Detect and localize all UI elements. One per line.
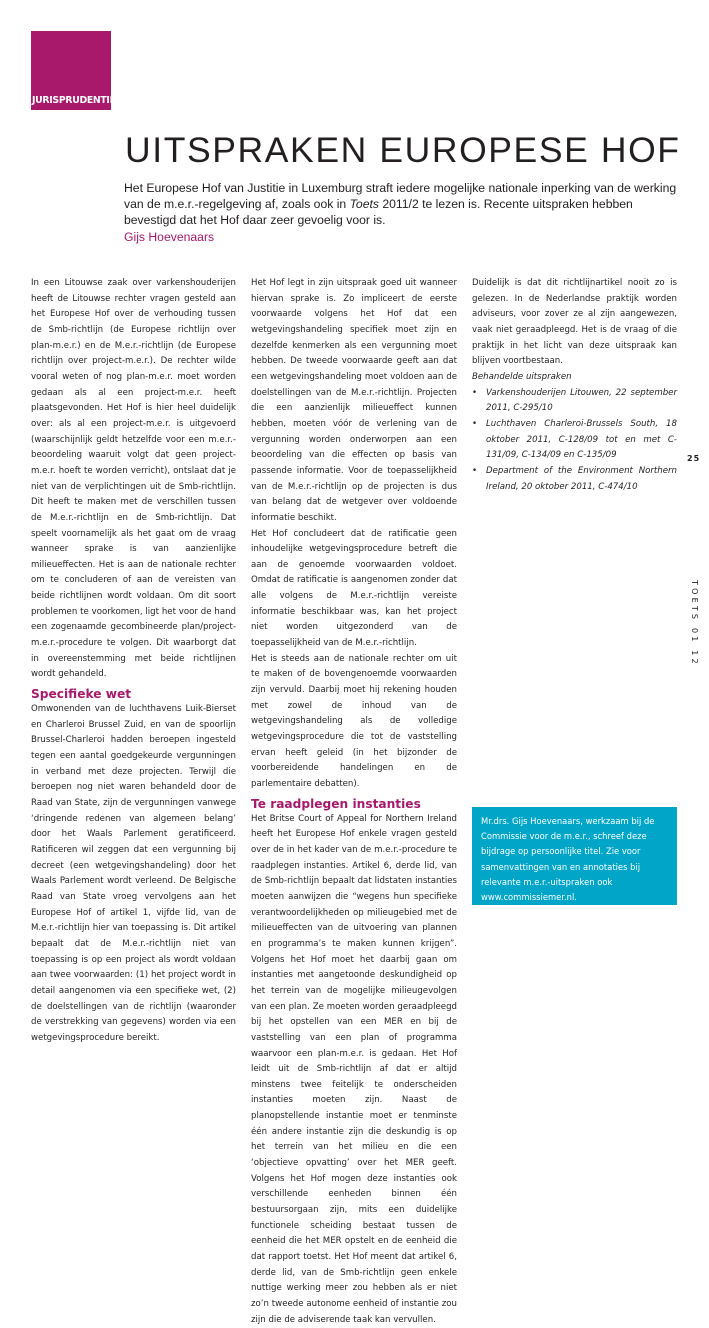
lead-text-before: Het Europese Hof van Justitie in Luxemburg straft iedere mogelijke nationale inperking van de werking van de m.e.r.-regelgeving af, zoals ook in bbox=[124, 181, 677, 211]
lead-emphasis: Toets bbox=[349, 197, 379, 211]
journal-issue-label: TOETS 01 12 bbox=[690, 580, 699, 667]
author-infobox-text: Mr.drs. Gijs Hoevenaars, werkzaam bij de Commissie voor de m.e.r., schreef deze bijdrage op persoonlijke titel. Zie voor samenvattingen van en annotaties bij relevante m.e.r.-uitspraken ook www.commissiemer.nl. bbox=[481, 816, 655, 903]
author-name: Gijs Hoevenaars bbox=[124, 230, 215, 244]
section-label: JURISPRUDENTIE bbox=[32, 95, 116, 106]
body-paragraph: Omwonenden van de luchthavens Luik-Bierset en Charleroi Brussel Zuid, en van de spoorlijn Brussel-Charleroi hadden beroepen ingesteld tegen een aantal goedgekeurde vergunningen in verband met deze projecten. Terwijl die beroepen nog niet waren behandeld door de Raad van State, zijn de vergunningen vanwege ‘dringende redenen van algemeen belang’ door het Waals Parlement geratificeerd. Ratificeren wil zeggen dat een vergunning bij decreet (een wetgevingshandeling) door het Waals Parlement wordt verleend. De Belgische Raad van State vroeg vervolgens aan het Europese Hof of artikel 1, vijfde lid, van de M.e.r.-richtlijn hier van toepassing is. Dit artikel bepaalt dat de M.e.r.-richtlijn niet van toepassing is op een project als wordt voldaan aan twee voorwaarden: (1) het project wordt in detail aangenomen via een specifieke wet, (2) de doelstellingen van de richtlijn (waaronder de verstrekking van gegevens) worden via een wetgevingsprocedure bereikt. bbox=[31, 704, 236, 1043]
body-paragraph: In een Litouwse zaak over varkenshouderijen heeft de Litouwse rechter vragen gesteld aan het Europese Hof over de verhouding tussen de Smb-richtlijn (de Europese richtlijn over plan-m.e.r.) en de M.e.r.-richtlijn (de Europese richtlijn over project-m.e.r.). De rechter wilde vooral weten of nog plan-m.e.r. moet worden gedaan als al een project-m.e.r. heeft plaatsgevonden. Het Hof is hier heel duidelijk over: als al een project-m.e.r. is uitgevoerd (waarschijnlijk geldt hetzelfde voor een m.e.r.-beoordeling waaruit volgt dat geen project-m.e.r. hoeft te worden verricht), ontslaat dat je niet van de verplichtingen uit de Smb-richtlijn. Dit heeft te maken met de verschillen tussen de M.e.r.-richtlijn en de Smb-richtlijn. Dat speelt voornamelijk als het gaat om de vraag wanneer sprake is van aanzienlijke milieueffecten. Het is aan de nationale rechter om te concluderen of aan de vereisten van beide richtlijnen wordt voldaan. Om dit soort problemen te voorkomen, ligt het voor de hand een zogenaamde gecombineerde plan/project-m.e.r.-procedure te volgen. Dit waarborgt dat in overeenstemming met beide richtlijnen wordt gehandeld. bbox=[31, 278, 236, 680]
subheading-te-raadplegen-instanties: Te raadplegen instanties bbox=[251, 796, 421, 811]
case-item: • Varkenshouderijen Litouwen, 22 september 2011, C-295/10 bbox=[472, 386, 677, 417]
body-paragraph: Duidelijk is dat dit richtlijnartikel nooit zo is gelezen. In de Nederlandse praktijk worden adviseurs, voor zover ze al zijn aangewezen, vaak niet geraadpleegd. Het is de vraag of die praktijk in het licht van deze uitspraak kan blijven voortbestaan. bbox=[472, 278, 677, 367]
article-title: UITSPRAKEN EUROPESE HOF bbox=[125, 130, 681, 170]
cases-list bbox=[472, 386, 677, 496]
case-item: • Department of the Environment Northern Ireland, 20 oktober 2011, C-474/10 bbox=[472, 464, 677, 495]
body-paragraph: Het is steeds aan de nationale rechter om uit te maken of de bovengenoemde voorwaarden zijn vervuld. Daarbij moet hij rekening houden met zowel de inhoud van de wetgevingshandeling als de volledige wetgevingsprocedure die tot de vaststelling ervan heeft geleid (in het bijzonder de voorbereidende handelingen en de parlementaire debatten). bbox=[251, 653, 457, 789]
page-number: 25 bbox=[687, 454, 701, 463]
subheading-specifieke-wet: Specifieke wet bbox=[31, 687, 132, 702]
column-3 bbox=[472, 276, 677, 495]
body-paragraph: Het Britse Court of Appeal for Northern Ireland heeft het Europese Hof enkele vragen gesteld over de in het kader van de m.e.r.-procedure te raadplegen instanties. Artikel 6, derde lid, van de Smb-richtlijn bepaalt dat lidstaten instanties moeten aanwijzen die “wegens hun specifieke verantwoordelijkheden op milieugebied met de milieueffecten van de uitvoering van plannen en programma’s te maken kunnen krijgen”. Volgens het Hof moet het daarbij gaan om instanties met aangetoonde deskundigheid op het terrein van de mogelijke milieugevolgen van een plan. Ze moeten worden geraadpleegd bij het opstellen van een MER en bij de vaststelling van een plan of programma waarvoor een plan-m.e.r. is gedaan. Het Hof leidt uit de Smb-richtlijn af dat er altijd minstens twee feitelijk te onderscheiden instanties moeten zijn. Naast de planopstellende instantie moet er tenminste één andere instantie zijn die deskundig is op het terrein van het milieu en die een ‘objectieve opvatting’ over het MER geeft. Volgens het Hof mogen deze instanties ook verschillende eenheden binnen één bestuursorgaan zijn, mits een duidelijke functionele scheiding bestaat tussen de eenheid die het MER opstelt en de eenheid die dat rapport toetst. Het Hof meent dat artikel 6, derde lid, van de Smb-richtlijn geen enkele nuttige werking meer zou hebben als er niet zo’n tweede autonome eenheid of instantie zou zijn die de adviserende taak kan vervullen. bbox=[251, 813, 457, 1325]
lead-paragraph bbox=[124, 180, 679, 228]
cases-heading: Behandelde uitspraken bbox=[472, 371, 572, 382]
column-1 bbox=[31, 276, 236, 1047]
body-paragraph: Het Hof legt in zijn uitspraak goed uit wanneer hiervan sprake is. Zo impliceert de eerste voorwaarde volgens het Hof dat een wetgevingshandeling specifiek moet zijn en dezelfde kenmerken als een vergunning moet hebben. De tweede voorwaarde geeft aan dat een wetgevingshandeling moet voldoen aan de doelstellingen van de M.e.r.-richtlijn. Projecten die een aanzienlijk milieueffect kunnen hebben, moeten vóór de verlening van de vergunning worden onderworpen aan een beoordeling van die effecten op basis van passende informatie. Voor de toepasselijkheid van de M.e.r.-richtlijn op de projecten is dus van belang dat de wetgever over voldoende informatie beschikt. bbox=[251, 278, 457, 523]
column-2 bbox=[251, 276, 457, 1328]
case-item: • Luchthaven Charleroi-Brussels South, 18 oktober 2011, C-128/09 tot en met C-131/09, C-134/09 en C-135/09 bbox=[472, 417, 677, 464]
body-paragraph: Het Hof concludeert dat de ratificatie geen inhoudelijke wetgevingsprocedure betreft die aan de genoemde voorwaarden voldoet. Omdat de ratificatie is aangenomen zonder dat alle volgens de M.e.r.-richtlijn vereiste informatie beschikbaar was, kan het project niet worden uitgezonderd van de toepasselijkheid van de M.e.r.-richtlijn. bbox=[251, 528, 457, 649]
lead-text-after: 2011/2 te lezen is. Recente uitspraken hebben bevestigd dat het Hof daar zeer gevoelig voor is. bbox=[124, 197, 633, 227]
article-lead bbox=[124, 180, 679, 245]
